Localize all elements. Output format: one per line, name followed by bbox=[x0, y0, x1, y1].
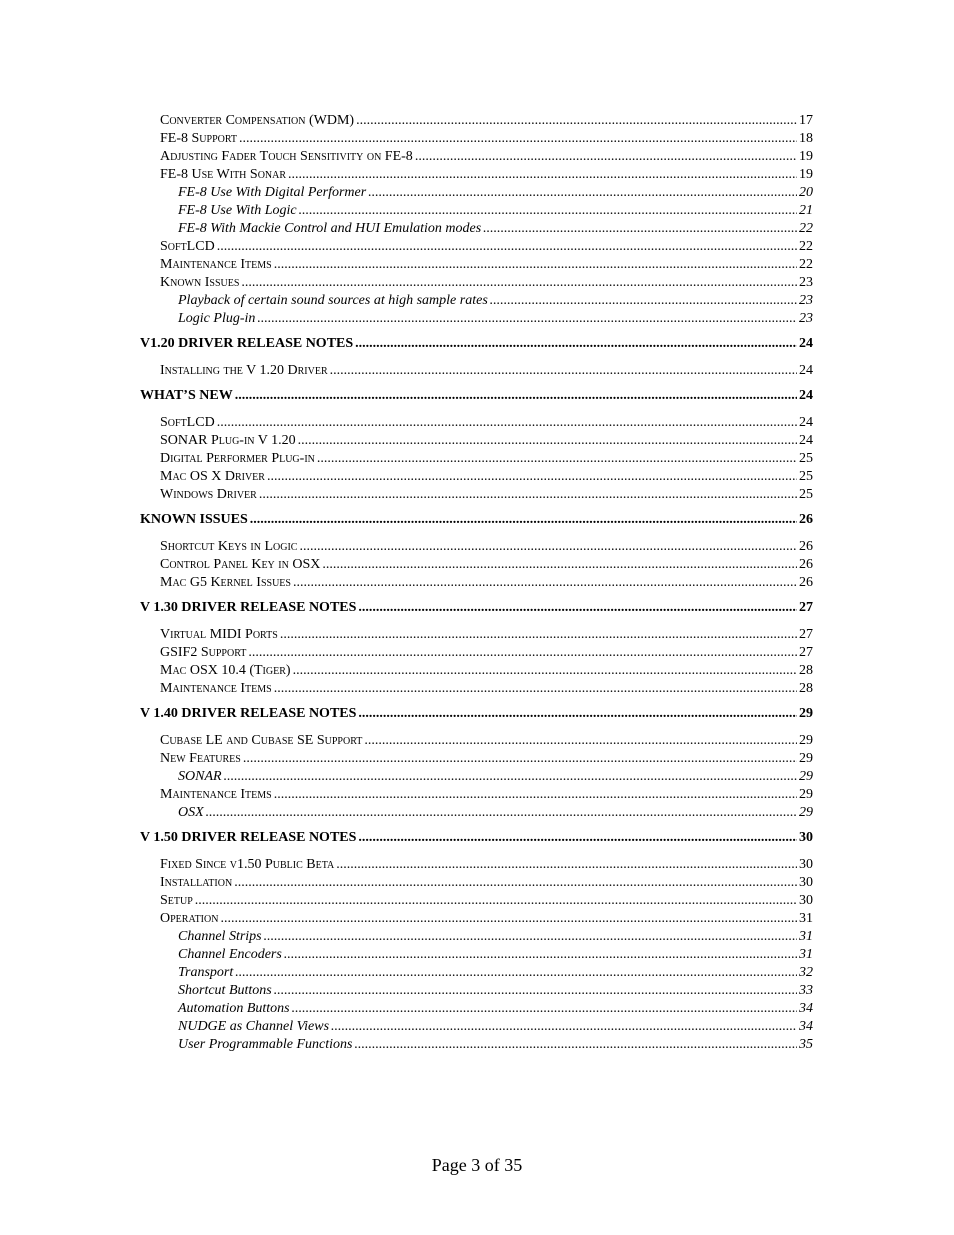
toc-entry-page-number: 29 bbox=[799, 787, 813, 802]
toc-entry-label: FE-8 With Mackie Control and HUI Emulation modes bbox=[178, 221, 482, 236]
dot-leader bbox=[358, 599, 797, 617]
toc-section-entry[interactable] bbox=[140, 450, 813, 468]
dot-leader bbox=[274, 256, 797, 274]
toc-section-entry[interactable] bbox=[140, 256, 813, 274]
toc-entry-page-number: 30 bbox=[799, 893, 813, 908]
toc-section-entry[interactable] bbox=[140, 432, 813, 450]
dot-leader bbox=[292, 1000, 797, 1018]
toc-entry-label: Channel Strips bbox=[178, 929, 262, 944]
dot-leader bbox=[293, 574, 797, 592]
toc-entry-page-number: 23 bbox=[799, 275, 813, 290]
toc-section-entry[interactable] bbox=[140, 626, 813, 644]
toc-entry-page-number: 23 bbox=[799, 293, 813, 308]
toc-entry-page-number: 24 bbox=[799, 415, 813, 430]
toc-entry-label: Shortcut Keys in Logic bbox=[160, 539, 298, 554]
toc-entry-page-number: 25 bbox=[799, 469, 813, 484]
toc-heading-entry[interactable] bbox=[140, 829, 813, 847]
toc-entry-label: FE-8 Support bbox=[160, 131, 238, 146]
toc-entry-page-number: 29 bbox=[799, 706, 813, 721]
dot-leader bbox=[284, 946, 797, 964]
toc-entry-page-number: 25 bbox=[799, 451, 813, 466]
toc-entry-page-number: 34 bbox=[799, 1019, 813, 1034]
toc-subsection-entry[interactable] bbox=[140, 982, 813, 1000]
toc-entry-label: Operation bbox=[160, 911, 219, 926]
toc-heading-entry[interactable] bbox=[140, 599, 813, 617]
toc-section-entry[interactable] bbox=[140, 238, 813, 256]
dot-leader bbox=[355, 335, 797, 353]
toc-entry-page-number: 17 bbox=[799, 113, 813, 128]
toc-entry-label: V 1.30 DRIVER RELEASE NOTES bbox=[140, 600, 357, 615]
toc-entry-label: Maintenance Items bbox=[160, 787, 272, 802]
dot-leader bbox=[243, 750, 797, 768]
toc-entry-page-number: 22 bbox=[799, 239, 813, 254]
toc-entry-page-number: 19 bbox=[799, 167, 813, 182]
toc-entry-page-number: 24 bbox=[799, 388, 813, 403]
dot-leader bbox=[274, 680, 797, 698]
dot-leader bbox=[288, 166, 797, 184]
dot-leader bbox=[195, 892, 797, 910]
dot-leader bbox=[490, 292, 797, 310]
toc-entry-label: V 1.50 DRIVER RELEASE NOTES bbox=[140, 830, 357, 845]
dot-leader bbox=[483, 220, 797, 238]
toc-subsection-entry[interactable] bbox=[140, 946, 813, 964]
dot-leader bbox=[267, 468, 797, 486]
toc-entry-page-number: 26 bbox=[799, 575, 813, 590]
toc-entry-label: Setup bbox=[160, 893, 193, 908]
toc-entry-page-number: 24 bbox=[799, 336, 813, 351]
toc-heading-entry[interactable] bbox=[140, 335, 813, 353]
dot-leader bbox=[274, 786, 797, 804]
page-number-footer: Page 3 of 35 bbox=[431, 1155, 523, 1175]
dot-leader bbox=[293, 662, 797, 680]
toc-subsection-entry[interactable] bbox=[140, 184, 813, 202]
dot-leader bbox=[274, 982, 797, 1000]
dot-leader bbox=[322, 556, 797, 574]
dot-leader bbox=[415, 148, 797, 166]
toc-entry-label: Playback of certain sound sources at high sample rates bbox=[178, 293, 488, 308]
toc-entry-page-number: 22 bbox=[799, 221, 813, 236]
dot-leader bbox=[280, 626, 797, 644]
dot-leader bbox=[330, 362, 797, 380]
dot-leader bbox=[250, 511, 797, 529]
toc-entry-label: Installation bbox=[160, 875, 233, 890]
toc-subsection-entry[interactable] bbox=[140, 1036, 813, 1054]
toc-entry-label: Cubase LE and Cubase SE Support bbox=[160, 733, 363, 748]
dot-leader bbox=[220, 910, 797, 928]
toc-entry-label: SoftLCD bbox=[160, 415, 215, 430]
toc-entry-label: KNOWN ISSUES bbox=[140, 512, 248, 527]
dot-leader bbox=[234, 874, 797, 892]
toc-section-entry[interactable] bbox=[140, 538, 813, 556]
toc-entry-label: SONAR bbox=[178, 769, 222, 784]
dot-leader bbox=[241, 274, 797, 292]
toc-entry-page-number: 30 bbox=[799, 857, 813, 872]
toc-section-entry[interactable] bbox=[140, 486, 813, 504]
toc-entry-page-number: 33 bbox=[799, 983, 813, 998]
toc-entry-label: Mac OS X Driver bbox=[160, 469, 265, 484]
dot-leader bbox=[248, 644, 797, 662]
toc-entry-label: Windows Driver bbox=[160, 487, 257, 502]
toc-entry-label: Transport bbox=[178, 965, 234, 980]
toc-entry-label: Fixed Since v1.50 Public Beta bbox=[160, 857, 335, 872]
toc-entry-label: Virtual MIDI Ports bbox=[160, 627, 278, 642]
toc-entry-page-number: 23 bbox=[799, 311, 813, 326]
toc-section-entry[interactable] bbox=[140, 112, 813, 130]
toc-entry-page-number: 29 bbox=[799, 751, 813, 766]
toc-entry-page-number: 30 bbox=[799, 830, 813, 845]
toc-entry-label: FE-8 Use With Logic bbox=[178, 203, 297, 218]
toc-section-entry[interactable] bbox=[140, 148, 813, 166]
toc-entry-page-number: 29 bbox=[799, 769, 813, 784]
toc-section-entry[interactable] bbox=[140, 892, 813, 910]
toc-entry-label: FE-8 Use With Digital Performer bbox=[178, 185, 367, 200]
toc-section-entry[interactable] bbox=[140, 644, 813, 662]
toc-section-entry[interactable] bbox=[140, 874, 813, 892]
toc-section-entry[interactable] bbox=[140, 856, 813, 874]
toc-section-entry[interactable] bbox=[140, 680, 813, 698]
dot-leader bbox=[299, 538, 797, 556]
toc-entry-page-number: 30 bbox=[799, 875, 813, 890]
dot-leader bbox=[317, 450, 797, 468]
toc-subsection-entry[interactable] bbox=[140, 292, 813, 310]
toc-entry-label: SONAR Plug-in V 1.20 bbox=[160, 433, 296, 448]
toc-section-entry[interactable] bbox=[140, 732, 813, 750]
toc-entry-label: V 1.40 DRIVER RELEASE NOTES bbox=[140, 706, 357, 721]
toc-entry-page-number: 24 bbox=[799, 433, 813, 448]
toc-entry-page-number: 28 bbox=[799, 681, 813, 696]
toc-entry-page-number: 35 bbox=[799, 1037, 813, 1052]
toc-entry-label: Digital Performer Plug-in bbox=[160, 451, 315, 466]
dot-leader bbox=[356, 112, 797, 130]
toc-entry-page-number: 24 bbox=[799, 363, 813, 378]
toc-entry-page-number: 28 bbox=[799, 663, 813, 678]
toc-entry-page-number: 32 bbox=[799, 965, 813, 980]
toc-entry-page-number: 18 bbox=[799, 131, 813, 146]
toc-subsection-entry[interactable] bbox=[140, 928, 813, 946]
toc-subsection-entry[interactable] bbox=[140, 310, 813, 328]
toc-entry-label: GSIF2 Support bbox=[160, 645, 247, 660]
dot-leader bbox=[298, 432, 797, 450]
toc-entry-page-number: 21 bbox=[799, 203, 813, 218]
toc-entry-page-number: 19 bbox=[799, 149, 813, 164]
toc-section-entry[interactable] bbox=[140, 362, 813, 380]
dot-leader bbox=[264, 928, 797, 946]
toc-entry-label: Shortcut Buttons bbox=[178, 983, 272, 998]
toc-section-entry[interactable] bbox=[140, 414, 813, 432]
toc-entry-label: Logic Plug-in bbox=[178, 311, 256, 326]
toc-entry-label: OSX bbox=[178, 805, 204, 820]
dot-leader bbox=[239, 130, 797, 148]
toc-subsection-entry[interactable] bbox=[140, 804, 813, 822]
dot-leader bbox=[354, 1036, 797, 1054]
toc-entry-label: Automation Buttons bbox=[178, 1001, 290, 1016]
toc-entry-page-number: 26 bbox=[799, 539, 813, 554]
toc-entry-page-number: 22 bbox=[799, 257, 813, 272]
toc-section-entry[interactable] bbox=[140, 574, 813, 592]
toc-subsection-entry[interactable] bbox=[140, 964, 813, 982]
toc-entry-label: Mac OSX 10.4 (Tiger) bbox=[160, 663, 291, 678]
dot-leader bbox=[364, 732, 797, 750]
toc-entry-label: SoftLCD bbox=[160, 239, 215, 254]
toc-entry-page-number: 29 bbox=[799, 733, 813, 748]
toc-entry-label: WHAT’S NEW bbox=[140, 388, 233, 403]
toc-entry-page-number: 27 bbox=[799, 627, 813, 642]
toc-subsection-entry[interactable] bbox=[140, 220, 813, 238]
toc-entry-label: V1.20 DRIVER RELEASE NOTES bbox=[140, 336, 354, 351]
dot-leader bbox=[358, 705, 797, 723]
toc-subsection-entry[interactable] bbox=[140, 202, 813, 220]
toc-entry-label: User Programmable Functions bbox=[178, 1037, 353, 1052]
toc-entry-label: NUDGE as Channel Views bbox=[178, 1019, 330, 1034]
toc-entry-label: FE-8 Use With Sonar bbox=[160, 167, 287, 182]
dot-leader bbox=[358, 829, 797, 847]
dot-leader bbox=[224, 768, 797, 786]
toc-entry-page-number: 26 bbox=[799, 557, 813, 572]
toc-section-entry[interactable] bbox=[140, 130, 813, 148]
toc-section-entry[interactable] bbox=[140, 468, 813, 486]
toc-section-entry[interactable] bbox=[140, 910, 813, 928]
toc-subsection-entry[interactable] bbox=[140, 1018, 813, 1036]
toc-section-entry[interactable] bbox=[140, 274, 813, 292]
toc-section-entry[interactable] bbox=[140, 556, 813, 574]
dot-leader bbox=[235, 387, 797, 405]
toc-subsection-entry[interactable] bbox=[140, 1000, 813, 1018]
toc-entry-page-number: 31 bbox=[799, 929, 813, 944]
toc-entry-page-number: 27 bbox=[799, 645, 813, 660]
toc-entry-label: Control Panel Key in OSX bbox=[160, 557, 321, 572]
toc-entry-page-number: 31 bbox=[799, 947, 813, 962]
toc-entry-page-number: 31 bbox=[799, 911, 813, 926]
dot-leader bbox=[336, 856, 797, 874]
dot-leader bbox=[206, 804, 797, 822]
toc-entry-label: Converter Compensation (WDM) bbox=[160, 113, 355, 128]
toc-entry-label: Adjusting Fader Touch Sensitivity on FE-8 bbox=[160, 149, 413, 164]
dot-leader bbox=[331, 1018, 797, 1036]
toc-section-entry[interactable] bbox=[140, 662, 813, 680]
dot-leader bbox=[368, 184, 797, 202]
toc-entry-label: Mac G5 Kernel Issues bbox=[160, 575, 291, 590]
toc-entry-label: Maintenance Items bbox=[160, 681, 272, 696]
toc-entry-page-number: 29 bbox=[799, 805, 813, 820]
toc-section-entry[interactable] bbox=[140, 786, 813, 804]
toc-heading-entry[interactable] bbox=[140, 511, 813, 529]
toc-entry-page-number: 26 bbox=[799, 512, 813, 527]
toc-subsection-entry[interactable] bbox=[140, 768, 813, 786]
toc-section-entry[interactable] bbox=[140, 750, 813, 768]
dot-leader bbox=[217, 414, 797, 432]
dot-leader bbox=[299, 202, 797, 220]
toc-entry-label: Maintenance Items bbox=[160, 257, 272, 272]
toc-entry-label: Installing the V 1.20 Driver bbox=[160, 363, 328, 378]
dot-leader bbox=[217, 238, 797, 256]
toc-entry-page-number: 34 bbox=[799, 1001, 813, 1016]
dot-leader bbox=[235, 964, 797, 982]
toc-entry-page-number: 27 bbox=[799, 600, 813, 615]
dot-leader bbox=[259, 486, 797, 504]
toc-entry-page-number: 25 bbox=[799, 487, 813, 502]
toc-entry-page-number: 20 bbox=[799, 185, 813, 200]
toc-entry-label: New Features bbox=[160, 751, 241, 766]
toc-heading-entry[interactable] bbox=[140, 705, 813, 723]
toc-heading-entry[interactable] bbox=[140, 387, 813, 405]
toc-section-entry[interactable] bbox=[140, 166, 813, 184]
table-of-contents bbox=[140, 112, 813, 1054]
toc-entry-label: Channel Encoders bbox=[178, 947, 282, 962]
toc-entry-label: Known Issues bbox=[160, 275, 240, 290]
dot-leader bbox=[257, 310, 797, 328]
